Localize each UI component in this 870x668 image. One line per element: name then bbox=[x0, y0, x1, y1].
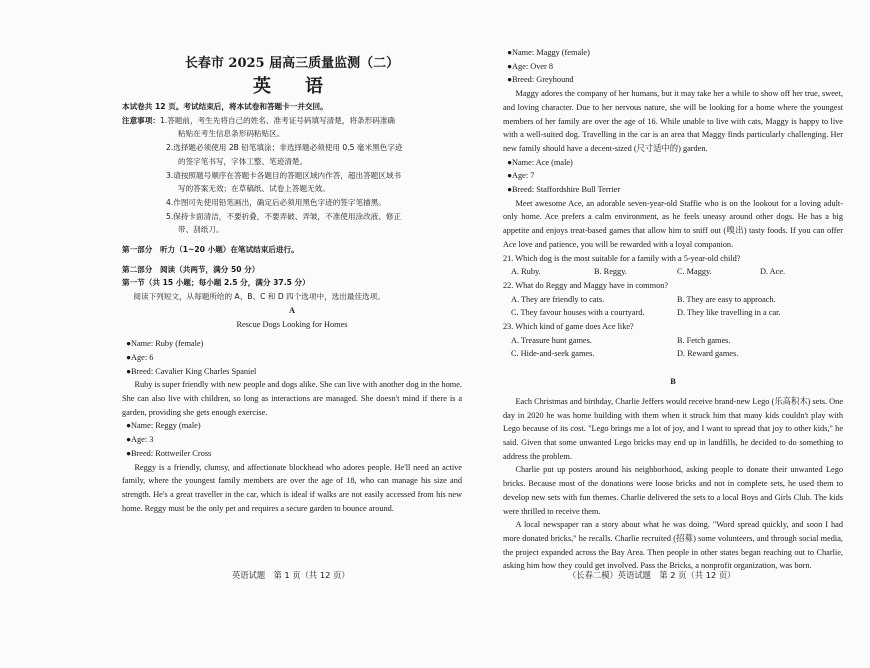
note-5: 5.保持卡面清洁，不要折叠，不要弄破、弄皱，不准使用涂改液、修正 bbox=[166, 211, 402, 221]
q21-option-b: B. Reggy. bbox=[594, 267, 627, 277]
reggy-name: ●Name: Reggy (male) bbox=[126, 421, 201, 431]
ace-name: ●Name: Ace (male) bbox=[507, 157, 573, 167]
exam-subject: 英 语 bbox=[253, 76, 331, 97]
question-23-options bbox=[503, 334, 843, 361]
q21-option-d: D. Ace. bbox=[760, 267, 786, 277]
page-1 bbox=[122, 44, 462, 515]
note-4: 4.作图可先使用铅笔画出，确定后必须用黑色字迹的签字笔描黑。 bbox=[166, 197, 386, 207]
q23-option-c: C. Hide-and-seek games. bbox=[511, 349, 595, 359]
passage-b-paragraph-2: Charlie put up posters around his neighborhood, asking people to donate their unwanted Lego bricks. Because most of the donations were loose bricks and not in complete sets, he used them to develop new sets with fun themes. Charlie delivered the sets to a local Boys and Girls Club. The kids were thrilled to receive them. bbox=[503, 465, 843, 516]
question-23: 23. Which kind of game does Ace like? bbox=[503, 322, 634, 332]
reggy-age: ●Age: 3 bbox=[126, 435, 154, 445]
reading-instruction: 阅读下列短文，从每题所给的 A、B、C 和 D 四个选项中，选出最佳选项。 bbox=[133, 292, 385, 302]
page-2-footer: （长春二模）英语试题 第 2 页（共 12 页） bbox=[568, 570, 736, 580]
notes-block bbox=[122, 114, 462, 237]
part2-heading: 第二部分 阅读（共两节，满分 50 分） bbox=[122, 264, 260, 274]
maggy-breed: ●Breed: Greyhound bbox=[507, 75, 574, 85]
note-2-cont: 的签字笔书写，字体工整、笔迹清楚。 bbox=[178, 156, 308, 166]
note-1-cont: 粘贴在考生信息条形码粘贴区。 bbox=[178, 129, 285, 139]
question-22: 22. What do Reggy and Maggy have in common? bbox=[503, 280, 669, 290]
page-2 bbox=[503, 46, 843, 573]
reggy-description: Reggy is a friendly, clumsy, and affectionate blockhead who adores people. He'll need an active family, where the youngest family members are over the age of 18, who can manage his size and strength. He's a great traveller in the car, which is ideal if walks are not easily accessed from his new home. Reggy must be the only pet and requires a secure garden to bounce around. bbox=[122, 462, 462, 513]
note-1: 1.答题前，考生先将自己的姓名、准考证号码填写清楚，将条形码准确 bbox=[159, 115, 396, 125]
maggy-name: ●Name: Maggy (female) bbox=[507, 48, 590, 57]
q22-option-c: C. They favour houses with a courtyard. bbox=[511, 308, 645, 318]
notes-label: 注意事项： bbox=[122, 115, 160, 125]
ace-description: Meet awesome Ace, an adorable seven-year-old Staffie who is on the lookout for a loving adult-only home. Ace prefers a calm environment, as he feels uneasy around other dogs. He has a big appetite and enjoys treat-based games that allow him to sniff out (嗅出) tasty foods. If you can offer Ace love and patience, you will be rewarded with a loyal companion. bbox=[503, 198, 843, 249]
q23-option-a: A. Treasure hunt games. bbox=[511, 335, 592, 345]
passage-b-letter: B bbox=[670, 377, 676, 387]
ruby-name: ●Name: Ruby (female) bbox=[126, 339, 204, 349]
question-21-options bbox=[503, 265, 843, 279]
question-22-options bbox=[503, 293, 843, 320]
q22-option-a: A. They are friendly to cats. bbox=[511, 294, 605, 304]
ace-breed: ●Breed: Staffordshire Bull Terrier bbox=[507, 185, 621, 195]
passage-b-paragraph-3: A local newspaper ran a story about what he was doing. "Word spread quickly, and soon I had more donated bricks," he recalls. Charlie recruited (招募) some volunteers, and through social media, the project expanded across the Bay Area. Then people in other states began reaching out to Charlie, asking him how they could get involved. Pass the Bricks, a nonprofit organization, was born. bbox=[503, 520, 843, 571]
part1-heading: 第一部分 听力（1~20 小题）在笔试结束后进行。 bbox=[122, 245, 299, 255]
maggy-description: Maggy adores the company of her humans, but it may take her a while to show off her true, sweet, and loving character. Due to her nervous nature, she will be looking for a home where the youngest members of her family are over the age of 16. While unable to live with cats, Maggy is happy to live with a well-suited dog. Travelling in the car is an area that Maggy finds particularly challenging. Her new family should have a decent-sized (尺寸适中的) garden. bbox=[503, 89, 843, 153]
q22-option-b: B. They are easy to approach. bbox=[677, 294, 776, 304]
maggy-age: ●Age: Over 8 bbox=[507, 61, 554, 71]
ruby-breed: ●Breed: Cavalier King Charles Spaniel bbox=[126, 366, 257, 376]
section1-heading: 第一节（共 15 小题；每小题 2.5 分，满分 37.5 分） bbox=[122, 278, 310, 288]
ruby-age: ●Age: 6 bbox=[126, 352, 154, 362]
q23-option-d: D. Reward games. bbox=[677, 349, 739, 359]
reggy-breed: ●Breed: Rottweiler Cross bbox=[126, 448, 212, 458]
passage-b-paragraph-1: Each Christmas and birthday, Charlie Jeffers would receive brand-new Lego (乐高积木) sets. One day in 2020 he was home building with them when it struck him that many kids couldn't play with Lego because of its cost. "Lego brings me a lot of joy, and I want to spread that joy to other kids," he said. Given that some unwanted Lego bricks may end up in landfills, he decided to do something to address the problem. bbox=[503, 396, 843, 461]
exam-title: 长春市 2025 届高三质量监测（二） bbox=[184, 56, 400, 71]
question-21: 21. Which dog is the most suitable for a family with a 5-year-old child? bbox=[503, 253, 741, 263]
exam-intro: 本试卷共 12 页。考试结束后，将本试卷和答题卡一并交回。 bbox=[122, 102, 328, 111]
note-3-cont: 写的答案无效；在草稿纸、试卷上答题无效。 bbox=[178, 184, 330, 194]
passage-a-letter: A bbox=[289, 305, 295, 315]
note-3: 3.请按照题号顺序在答题卡各题目的答题区域内作答，超出答题区域书 bbox=[166, 170, 402, 180]
page-1-footer: 英语试题 第 1 页（共 12 页） bbox=[232, 570, 350, 580]
q21-option-c: C. Maggy. bbox=[677, 267, 712, 277]
ace-age: ●Age: 7 bbox=[507, 171, 535, 181]
q23-option-b: B. Fetch games. bbox=[677, 335, 731, 345]
ruby-description: Ruby is super friendly with new people and dogs alike. She can live with another dog in the home. She can also live with children, so long as interactions are managed. She doesn't mind if there is a garden, providing she gets enough exercise. bbox=[122, 380, 462, 417]
note-2: 2.选择题必须使用 2B 铅笔填涂；非选择题必须使用 0.5 毫米黑色字迹 bbox=[166, 143, 403, 153]
passage-a-title: Rescue Dogs Looking for Homes bbox=[236, 319, 348, 329]
q21-option-a: A. Ruby. bbox=[511, 267, 541, 277]
note-5-cont: 带、刮纸刀。 bbox=[178, 225, 224, 235]
q22-option-d: D. They like travelling in a car. bbox=[677, 308, 781, 318]
